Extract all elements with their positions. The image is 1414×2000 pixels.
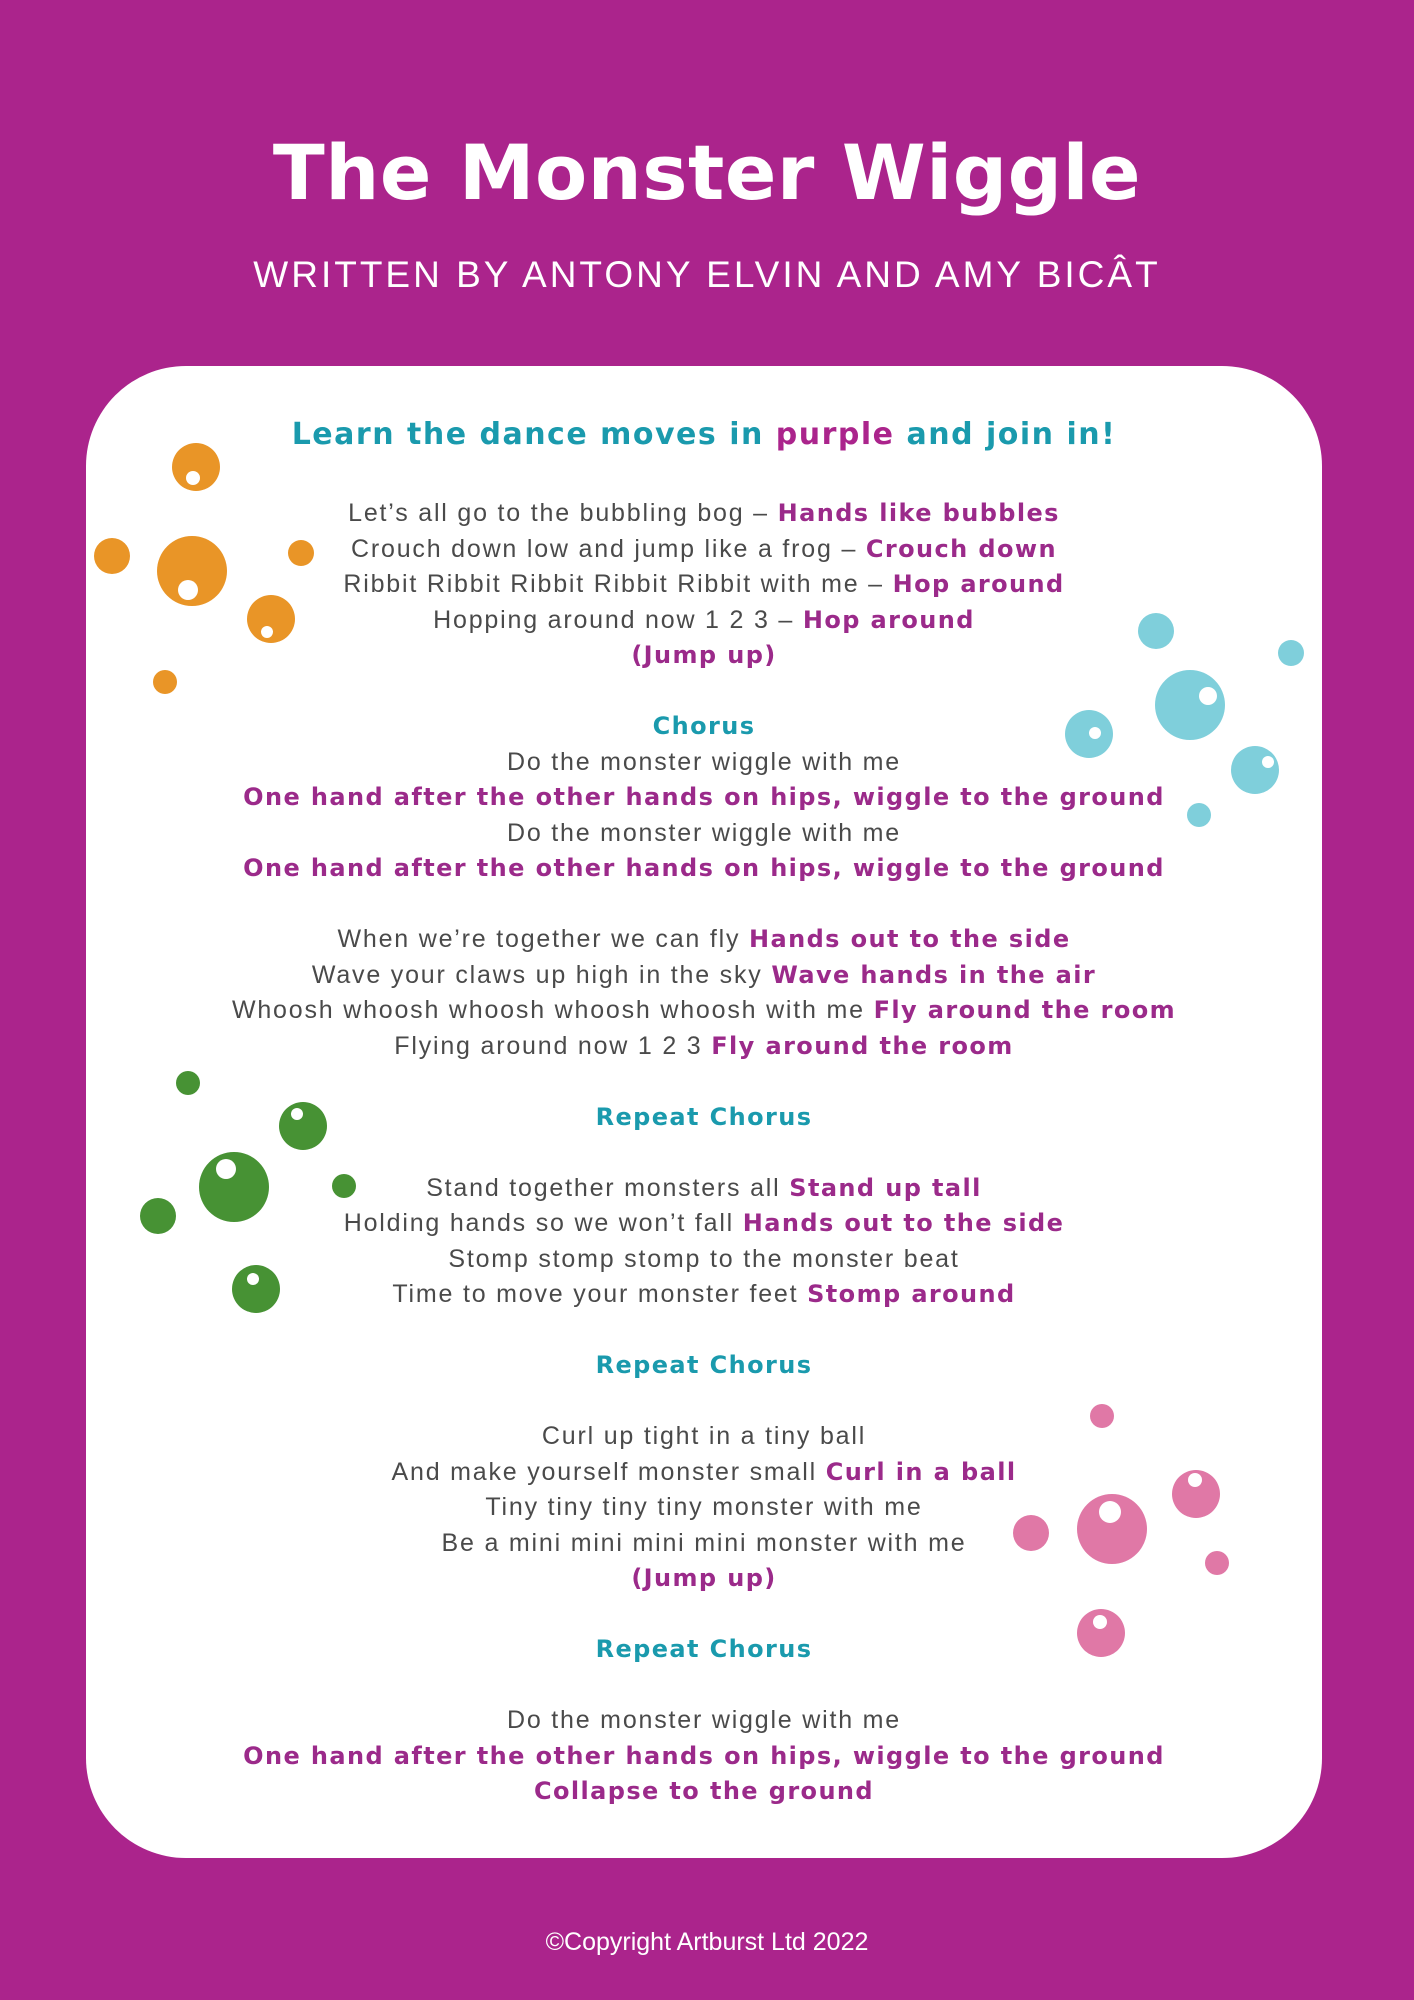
lyric-line: Ribbit Ribbit Ribbit Ribbit Ribbit with me – Hop around: [343, 570, 1065, 598]
intro-heading: Learn the dance moves in purple and join in!: [291, 417, 1117, 452]
repeat-chorus-3: [86, 1632, 1322, 1668]
lyric-line: (Jump up): [631, 641, 777, 669]
lyric-line: When we’re together we can fly Hands out to the side: [337, 925, 1071, 953]
page-title: The Monster Wiggle: [272, 128, 1142, 217]
lyric-line: Curl up tight in a tiny ball: [541, 1422, 867, 1450]
lyric-line: (Jump up): [631, 1564, 777, 1592]
lyric-line: Collapse to the ground: [533, 1777, 874, 1805]
repeat-chorus-heading: Repeat Chorus: [595, 1102, 813, 1131]
copyright-footer: ©Copyright Artburst Ltd 2022: [545, 1928, 869, 1956]
verse-3: [86, 1171, 1322, 1313]
verse-4: [86, 1419, 1322, 1597]
repeat-chorus-2: [86, 1348, 1322, 1384]
chorus: [86, 709, 1322, 887]
lyric-line: Do the monster wiggle with me: [506, 818, 901, 847]
lyric-line: Hopping around now 1 2 3 – Hop around: [433, 605, 975, 634]
lyric-line: Let’s all go to the bubbling bog – Hands like bubbles: [348, 499, 1060, 527]
lyric-line: Flying around now 1 2 3 Fly around the room: [394, 1031, 1014, 1060]
lyric-line: Crouch down low and jump like a frog – Crouch down: [351, 534, 1057, 563]
lyric-line: Holding hands so we won’t fall Hands out to the side: [343, 1209, 1065, 1237]
lyric-line: Stomp stomp stomp to the monster beat: [448, 1244, 960, 1273]
lyric-line: One hand after the other hands on hips, wiggle to the ground: [243, 783, 1165, 811]
lyric-line: One hand after the other hands on hips, wiggle to the ground: [243, 854, 1165, 882]
lyric-line: Tiny tiny tiny tiny monster with me: [485, 1493, 923, 1521]
repeat-chorus-heading: Repeat Chorus: [595, 1635, 813, 1663]
ending: [86, 1703, 1322, 1810]
lyric-line: Whoosh whoosh whoosh whoosh whoosh with me Fly around the room: [231, 996, 1177, 1024]
lyric-line: Do the monster wiggle with me: [506, 747, 901, 776]
verse-1: [86, 496, 1322, 674]
lyric-line: Be a mini mini mini mini monster with me: [441, 1528, 967, 1557]
chorus-heading: Chorus: [652, 712, 756, 740]
lyric-line: Wave your claws up high in the sky Wave hands in the air: [311, 960, 1097, 989]
lyric-line: Stand together monsters all Stand up tall: [426, 1173, 982, 1202]
lyric-line: Do the monster wiggle with me: [506, 1706, 901, 1734]
lyric-line: One hand after the other hands on hips, wiggle to the ground: [243, 1741, 1165, 1770]
repeat-chorus-heading: Repeat Chorus: [595, 1351, 813, 1379]
lyric-line: And make yourself monster small Curl in a ball: [391, 1457, 1017, 1486]
verse-2: [86, 922, 1322, 1064]
repeat-chorus-1: [86, 1100, 1322, 1136]
lyrics: [86, 410, 1322, 1845]
lyric-line: Time to move your monster feet Stomp around: [392, 1280, 1016, 1308]
page-subtitle: WRITTEN BY ANTONY ELVIN AND AMY BICÂT: [253, 254, 1161, 295]
